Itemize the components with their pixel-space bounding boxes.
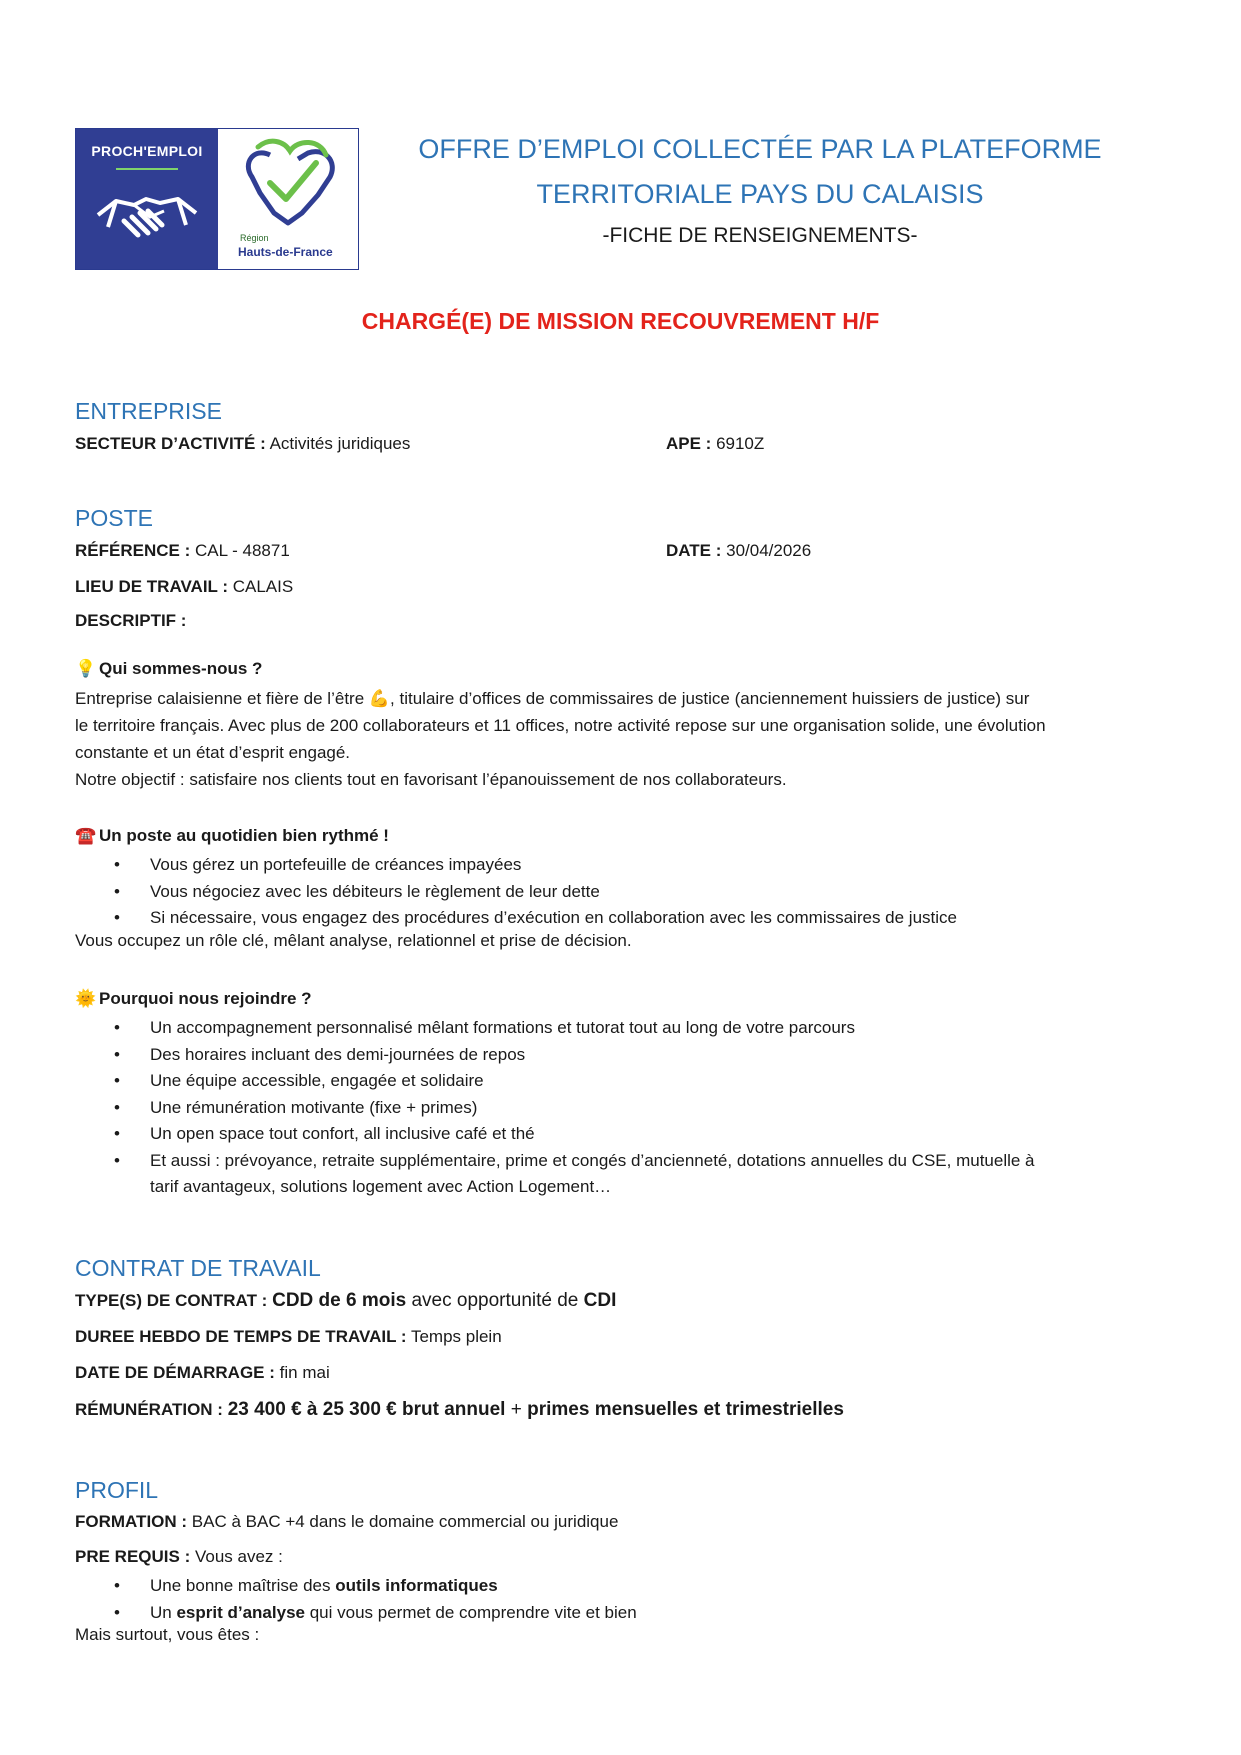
remuneration <box>75 1399 844 1421</box>
list-item: • Des horaires incluant des demi-journées de repos <box>75 1042 1175 1069</box>
section-profil-heading: PROFIL <box>75 1477 159 1503</box>
bullet-icon: • <box>114 881 120 901</box>
bullet-icon: • <box>114 855 120 874</box>
duree-value: Temps plein <box>406 1327 502 1346</box>
formation-value: BAC à BAC +4 dans le domaine commercial ou juridique <box>187 1512 619 1531</box>
logo-brand-panel <box>76 129 218 269</box>
logo-region-small: Région <box>240 233 269 243</box>
type-contrat-mid: avec opportunité de <box>406 1290 584 1311</box>
remu-primes: primes mensuelles et trimestrielles <box>527 1399 844 1420</box>
pourquoi-list <box>75 1015 1175 1201</box>
section-poste-heading: POSTE <box>75 505 153 531</box>
demarrage-label: DATE DE DÉMARRAGE : <box>75 1363 275 1382</box>
handshake-icon <box>94 181 200 253</box>
list-item: • Une équipe accessible, engagée et solidaire <box>75 1068 1175 1095</box>
poste-quotidien-heading <box>75 826 389 846</box>
remu-mid: + <box>505 1399 528 1420</box>
reference-label: RÉFÉRENCE : <box>75 541 191 560</box>
section-entreprise-heading: ENTREPRISE <box>75 398 222 424</box>
qui-line: Notre objectif : satisfaire nos clients tout en favorisant l’épanouissement de nos collaborateurs. <box>75 770 787 789</box>
bullet-icon: • <box>114 1602 120 1622</box>
header-subtitle: -FICHE DE RENSEIGNEMENTS- <box>602 224 918 247</box>
list-item: • Si nécessaire, vous engagez des procédures d’exécution en collaboration avec les commissaires de justice <box>75 905 1175 932</box>
qui-sommes-nous-heading <box>75 659 262 679</box>
formation-label: FORMATION : <box>75 1512 188 1531</box>
header-line-1: OFFRE D’EMPLOI COLLECTÉE PAR LA PLATEFORME <box>418 134 1102 164</box>
qui-line: Entreprise calaisienne et fière de l’être 💪, titulaire d’offices de commissaires de justice (anciennement huissiers de justice) sur <box>75 689 1030 708</box>
lieu-travail <box>75 577 293 597</box>
date <box>666 541 811 561</box>
list-item: • Une bonne maîtrise des outils informatiques <box>75 1573 1175 1600</box>
section-contrat-heading: CONTRAT DE TRAVAIL <box>75 1255 321 1281</box>
reference-value: CAL - 48871 <box>190 541 290 560</box>
secteur-label: SECTEUR D’ACTIVITÉ : <box>75 434 266 453</box>
logo-region-panel <box>218 129 358 269</box>
remu-salary: 23 400 € à 25 300 € brut annuel <box>227 1399 506 1420</box>
bullet-icon: • <box>114 1124 120 1143</box>
bullet-icon: • <box>114 1576 120 1595</box>
poste-quotidien-after: Vous occupez un rôle clé, mêlant analyse, relationnel et prise de décision. <box>75 931 632 950</box>
qui-line: constante et un état d’esprit engagé. <box>75 743 351 762</box>
demarrage-value: fin mai <box>274 1363 330 1382</box>
bullet-icon: • <box>114 1018 120 1037</box>
page-header <box>360 127 1160 217</box>
bullet-icon: • <box>114 1097 120 1117</box>
sun-icon: 🌞 <box>75 989 97 1008</box>
list-item: • Vous gérez un portefeuille de créances impayées <box>75 852 1175 879</box>
bullet-icon: • <box>114 908 120 927</box>
mais-surtout: Mais surtout, vous êtes : <box>75 1625 260 1644</box>
ape-code <box>666 434 764 454</box>
type-contrat-cdd: CDD de 6 mois <box>272 1290 407 1311</box>
poste-quotidien-list <box>75 852 1175 932</box>
prereq-label: PRE REQUIS : <box>75 1547 191 1566</box>
qui-heading-text: Qui sommes-nous ? <box>99 659 263 678</box>
formation <box>75 1512 618 1532</box>
prereq-list <box>75 1573 1175 1626</box>
logo-brand-text: PROCH'EMPLOI <box>91 143 203 159</box>
descriptif-label: DESCRIPTIF : <box>75 611 187 630</box>
type-contrat-label: TYPE(S) DE CONTRAT : <box>75 1291 268 1310</box>
lieu-value: CALAIS <box>228 577 294 596</box>
date-value: 30/04/2026 <box>721 541 812 560</box>
qui-line: le territoire français. Avec plus de 200 collaborateurs et 11 offices, notre activité repose sur une organisation solide, une évolution <box>75 716 1046 735</box>
qui-sommes-nous-text <box>75 685 1167 793</box>
date-demarrage <box>75 1363 330 1383</box>
duree-label: DUREE HEBDO DE TEMPS DE TRAVAIL : <box>75 1327 407 1346</box>
reference <box>75 541 290 561</box>
prereq-value: Vous avez : <box>190 1547 283 1566</box>
secteur-value: Activités juridiques <box>265 434 411 453</box>
duree-hebdo <box>75 1327 502 1347</box>
list-item: • Une rémunération motivante (fixe + primes) <box>75 1095 1175 1122</box>
list-item: • Un accompagnement personnalisé mêlant formations et tutorat tout au long de votre parcours <box>75 1015 1175 1042</box>
bullet-icon: • <box>114 1071 120 1090</box>
lieu-label: LIEU DE TRAVAIL : <box>75 577 228 596</box>
lightbulb-icon: 💡 <box>75 659 97 678</box>
ape-label: APE : <box>666 434 712 453</box>
heart-map-icon <box>240 137 338 229</box>
header-line-2: TERRITORIALE PAYS DU CALAISIS <box>536 179 984 209</box>
type-contrat-cdi: CDI <box>583 1290 617 1311</box>
telephone-icon: ☎️ <box>75 826 97 845</box>
prochemploi-logo <box>75 128 359 270</box>
poste-heading-text: Un poste au quotidien bien rythmé ! <box>99 826 389 845</box>
pre-requis <box>75 1547 283 1567</box>
secteur-activite <box>75 434 410 454</box>
job-title: CHARGÉ(E) DE MISSION RECOUVREMENT H/F <box>361 308 880 334</box>
type-contrat <box>75 1290 616 1312</box>
list-item: • Un open space tout confort, all inclusive café et thé <box>75 1121 1175 1148</box>
date-label: DATE : <box>666 541 722 560</box>
remu-label: RÉMUNÉRATION : <box>75 1400 223 1419</box>
list-item: • Et aussi : prévoyance, retraite supplémentaire, prime et congés d’ancienneté, dotations annuelles du CSE, mutuelle à tarif avantageux, solutions logement avec Action Logement… <box>75 1148 1175 1201</box>
pourquoi-heading-text: Pourquoi nous rejoindre ? <box>99 989 312 1008</box>
ape-value: 6910Z <box>711 434 765 453</box>
logo-underline <box>116 168 178 170</box>
list-item: • Un esprit d’analyse qui vous permet de comprendre vite et bien <box>75 1600 1175 1627</box>
list-item: • Vous négociez avec les débiteurs le règlement de leur dette <box>75 879 1175 906</box>
logo-region-name: Hauts-de-France <box>238 245 333 259</box>
bullet-icon: • <box>114 1044 120 1064</box>
bullet-icon: • <box>114 1150 120 1170</box>
pourquoi-heading <box>75 989 312 1009</box>
